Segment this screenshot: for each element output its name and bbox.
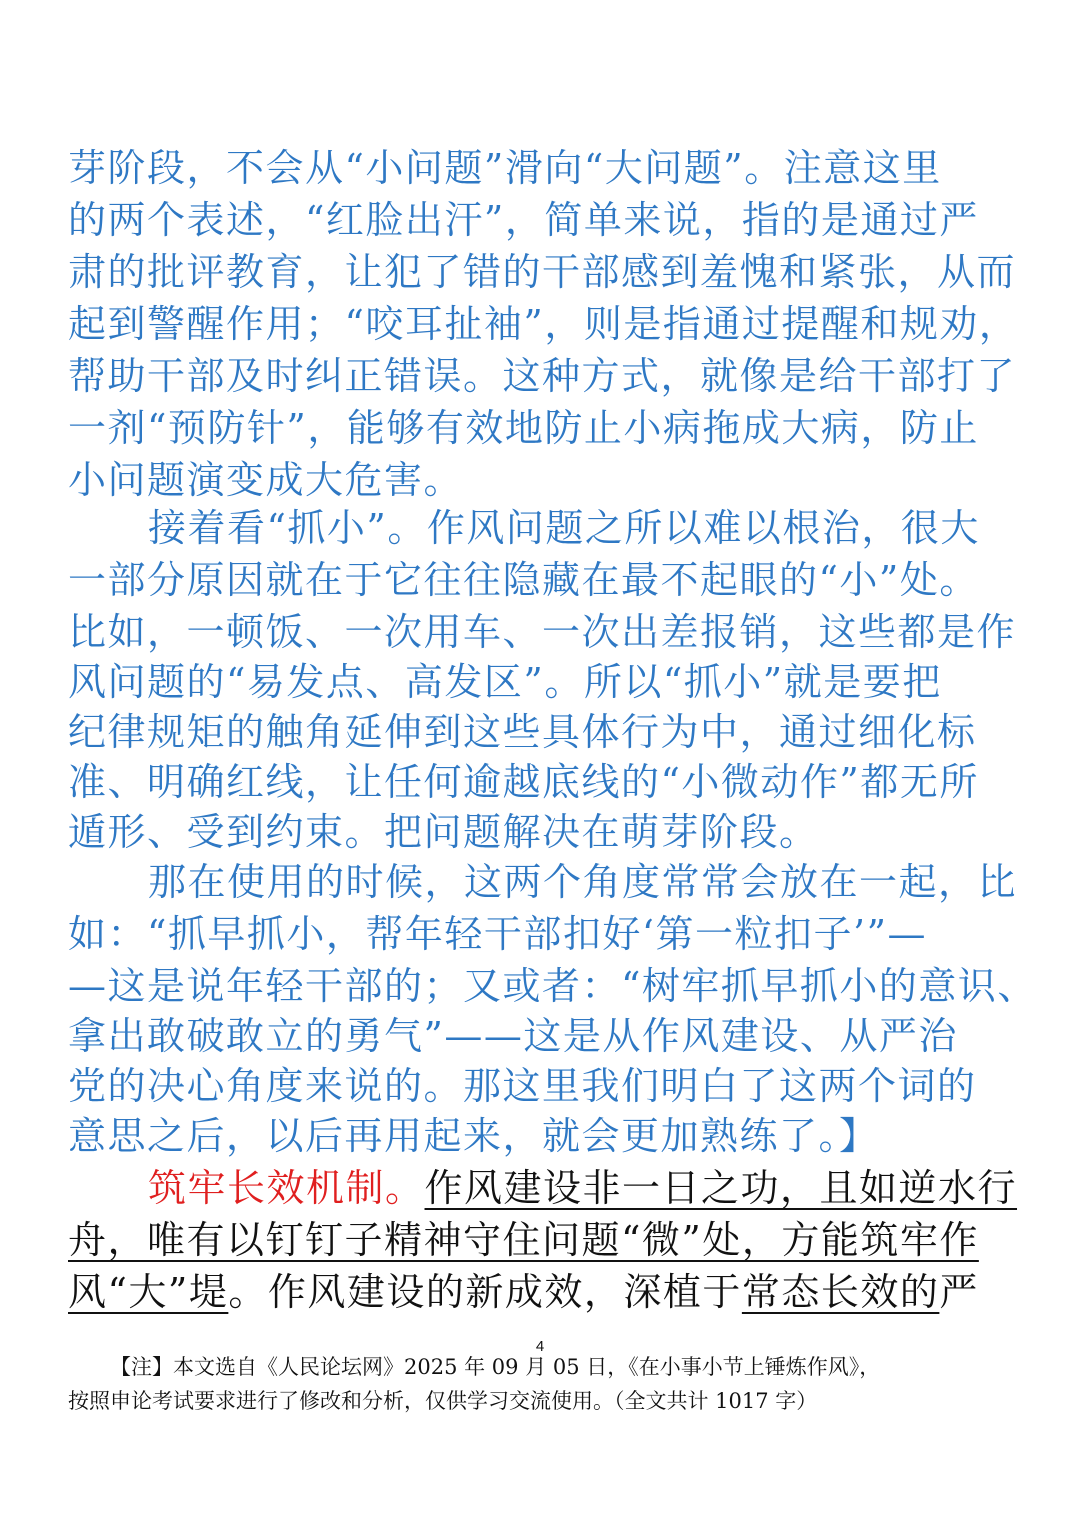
analysis-line: 拿出敢破敢立的勇气”——这是从作风建设、从严治 (68, 1014, 958, 1058)
analysis-line: 纪律规矩的触角延伸到这些具体行为中，通过细化标 (68, 710, 977, 754)
analysis-line: 小问题演变成大危害。 (68, 458, 464, 502)
analysis-line: 肃的批评教育，让犯了错的干部感到羞愧和紧张，从而 (68, 250, 1017, 294)
analysis-line: —这是说年轻干部的；又或者：“树牢抓早抓小的意识、 (68, 964, 1037, 1008)
body-text: 。作风建设的新成效，深植于 (228, 1270, 742, 1314)
analysis-line: 风问题的“易发点、高发区”。所以“抓小”就是要把 (68, 660, 942, 704)
analysis-line: 的两个表述，“红脸出汗”，简单来说，指的是通过严 (68, 198, 979, 242)
analysis-line: 比如，一顿饭、一次用车、一次出差报销，这些都是作 (68, 610, 1017, 654)
underlined-text: 作风建设非一日之功，且如逆水行 (424, 1166, 1018, 1210)
underlined-text: 风“大”堤 (68, 1270, 229, 1314)
footnote-line: 【注】本文选自《人民论坛网》2025 年 09 月 05 日，《在小事小节上锤炼作风》， (110, 1355, 881, 1379)
analysis-line: 意思之后，以后再用起来，就会更加熟练了。】 (68, 1114, 879, 1158)
section-heading: 筑牢长效机制。 (148, 1166, 425, 1210)
footnote-line: 按照申论考试要求进行了修改和分析，仅供学习交流使用。（全文共计 1017 字） (68, 1389, 818, 1413)
body-line (148, 1162, 1028, 1214)
body-line (68, 1266, 1028, 1318)
analysis-line: 遁形、受到约束。把问题解决在萌芽阶段。 (68, 810, 819, 854)
analysis-line: 芽阶段，不会从“小问题”滑向“大问题”。注意这里 (68, 146, 942, 190)
analysis-line: 一剂“预防针”，能够有效地防止小病拖成大病，防止 (68, 406, 979, 450)
analysis-line: 党的决心角度来说的。那这里我们明白了这两个词的 (68, 1064, 977, 1108)
underlined-text: 常态长效的 (741, 1270, 940, 1314)
analysis-line: 那在使用的时候，这两个角度常常会放在一起，比 (148, 860, 1018, 904)
analysis-line: 如：“抓早抓小，帮年轻干部扣好‘第一粒扣子’”— (68, 912, 928, 956)
analysis-line: 帮助干部及时纠正错误。这种方式，就像是给干部打了 (68, 354, 1017, 398)
analysis-line: 接着看“抓小”。作风问题之所以难以根治，很大 (148, 506, 980, 550)
page-number: 4 (535, 1338, 545, 1355)
underlined-text: 舟，唯有以钉钉子精神守住问题“微”处，方能筑牢作 (68, 1218, 979, 1262)
body-text: 严 (939, 1270, 979, 1314)
analysis-line: 一部分原因就在于它往往隐藏在最不起眼的“小”处。 (68, 558, 979, 602)
body-line (68, 1214, 1028, 1266)
analysis-line: 准、明确红线，让任何逾越底线的“小微动作”都无所 (68, 760, 979, 804)
analysis-line: 起到警醒作用；“咬耳扯袖”，则是指通过提醒和规劝， (68, 302, 1019, 346)
